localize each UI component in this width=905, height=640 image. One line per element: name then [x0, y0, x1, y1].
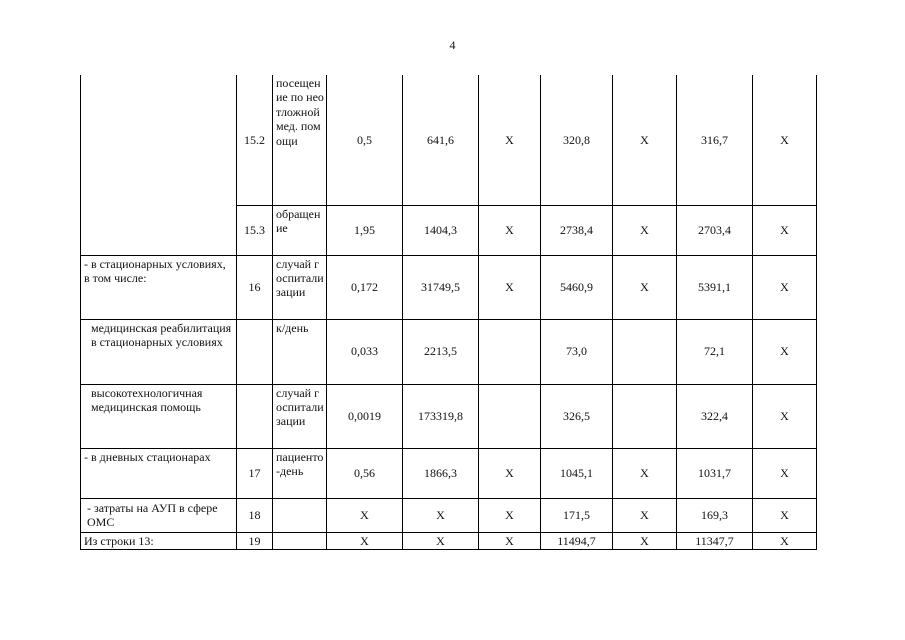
- cell-value: Х: [613, 205, 677, 255]
- cell-value: 2703,4: [677, 205, 753, 255]
- row-number: 16: [237, 255, 273, 319]
- cell-value: Х: [327, 498, 403, 532]
- cell-value: Х: [753, 498, 817, 532]
- table-row: [81, 75, 817, 205]
- cell-value: Х: [479, 532, 541, 549]
- cell-value: 5391,1: [677, 255, 753, 319]
- row-unit: случай госпитализации: [273, 255, 327, 319]
- cell-value: [479, 384, 541, 448]
- table-row: [81, 498, 817, 532]
- cell-value: 1045,1: [541, 448, 613, 498]
- row-unit: случай госпитализации: [273, 384, 327, 448]
- cell-value: Х: [327, 532, 403, 549]
- cell-value: 326,5: [541, 384, 613, 448]
- cell-value: Х: [753, 75, 817, 205]
- cell-value: Х: [613, 75, 677, 205]
- row-unit: пациенто-день: [273, 448, 327, 498]
- row-name: медицинская реабилитация в стационарных условиях: [81, 319, 237, 384]
- row-name: - затраты на АУП в сфере ОМС: [81, 498, 237, 532]
- row-number: 18: [237, 498, 273, 532]
- table-row: [81, 532, 817, 549]
- cell-value: 0,0019: [327, 384, 403, 448]
- cell-value: 0,033: [327, 319, 403, 384]
- row-name: Из строки 13:: [81, 532, 237, 549]
- cell-value: 11494,7: [541, 532, 613, 549]
- cell-value: 1866,3: [403, 448, 479, 498]
- cell-value: Х: [613, 255, 677, 319]
- cell-value: 322,4: [677, 384, 753, 448]
- page-number: 4: [449, 38, 456, 52]
- row-unit: к/день: [273, 319, 327, 384]
- row-name: [81, 75, 237, 255]
- table-row: [81, 319, 817, 384]
- cell-value: 1031,7: [677, 448, 753, 498]
- row-number: [237, 384, 273, 448]
- cell-value: 171,5: [541, 498, 613, 532]
- cell-value: Х: [403, 498, 479, 532]
- cell-value: [613, 384, 677, 448]
- table-row: [81, 384, 817, 448]
- cell-value: 2738,4: [541, 205, 613, 255]
- cell-value: Х: [403, 532, 479, 549]
- table-row: [81, 255, 817, 319]
- row-number: 17: [237, 448, 273, 498]
- row-number: 19: [237, 532, 273, 549]
- cell-value: Х: [613, 532, 677, 549]
- row-name: - в стационарных условиях, в том числе:: [81, 255, 237, 319]
- cell-value: Х: [753, 448, 817, 498]
- row-number: 15.3: [237, 205, 273, 255]
- cell-value: 641,6: [403, 75, 479, 205]
- row-name: высокотехнологичная медицинская помощь: [81, 384, 237, 448]
- cell-value: Х: [613, 498, 677, 532]
- row-unit: обращение: [273, 205, 327, 255]
- cell-value: Х: [479, 205, 541, 255]
- row-unit: [273, 532, 327, 549]
- cell-value: 72,1: [677, 319, 753, 384]
- cell-value: Х: [479, 255, 541, 319]
- cell-value: 2213,5: [403, 319, 479, 384]
- cell-value: Х: [753, 255, 817, 319]
- cell-value: Х: [613, 448, 677, 498]
- cell-value: 5460,9: [541, 255, 613, 319]
- cell-value: 316,7: [677, 75, 753, 205]
- row-number: [237, 319, 273, 384]
- cell-value: 0,172: [327, 255, 403, 319]
- cell-value: 1,95: [327, 205, 403, 255]
- row-number: 15.2: [237, 75, 273, 205]
- row-name: - в дневных стационарах: [81, 448, 237, 498]
- cell-value: 320,8: [541, 75, 613, 205]
- cell-value: 0,56: [327, 448, 403, 498]
- cell-value: 11347,7: [677, 532, 753, 549]
- cell-value: Х: [479, 498, 541, 532]
- cell-value: 0,5: [327, 75, 403, 205]
- row-unit: [273, 498, 327, 532]
- cell-value: 31749,5: [403, 255, 479, 319]
- row-unit: посещение по неотложной мед. помощи: [273, 75, 327, 205]
- cell-value: 73,0: [541, 319, 613, 384]
- cell-value: 1404,3: [403, 205, 479, 255]
- cell-value: Х: [753, 205, 817, 255]
- cell-value: Х: [479, 448, 541, 498]
- cell-value: [479, 319, 541, 384]
- cell-value: Х: [753, 384, 817, 448]
- cell-value: [613, 319, 677, 384]
- cell-value: 169,3: [677, 498, 753, 532]
- cell-value: Х: [753, 532, 817, 549]
- cell-value: Х: [753, 319, 817, 384]
- cell-value: 173319,8: [403, 384, 479, 448]
- table-row: [81, 448, 817, 498]
- cell-value: Х: [479, 75, 541, 205]
- data-table: [80, 75, 817, 550]
